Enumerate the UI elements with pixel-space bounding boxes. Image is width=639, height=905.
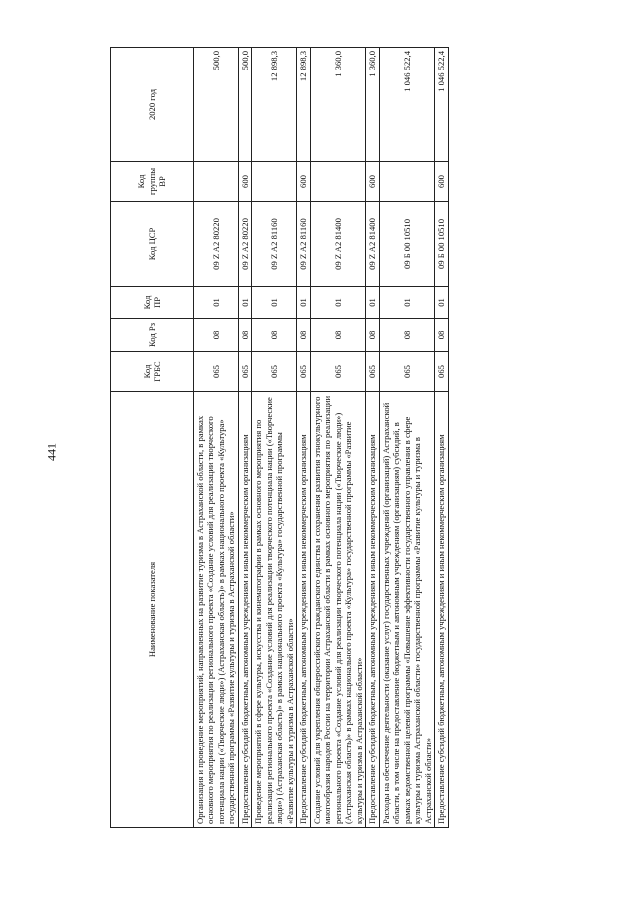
row-vr: 600	[238, 162, 251, 202]
row-pr: 01	[379, 287, 434, 319]
row-grbs: 065	[194, 352, 239, 392]
row-pr: 01	[366, 287, 379, 319]
row-pr: 01	[252, 287, 297, 319]
row-vr	[194, 162, 239, 202]
row-rz: 08	[435, 319, 448, 352]
row-amount: 500,0	[238, 48, 251, 162]
row-vr: 600	[297, 162, 310, 202]
row-vr	[252, 162, 297, 202]
table-row	[238, 48, 251, 828]
row-amount: 1 046 522,4	[435, 48, 448, 162]
row-name: Расходы на обеспечение деятельности (оказание услуг) государственных учреждений (организаций) Астраханской области, в том числе на предоставление бюджетным и автономным учреждениям (организациям) субсидий, в рамках ведомственной целевой программы «Повышение эффективности государственного управления в сфере культуры и туризма Астраханской области» государственной программы «Развитие культуры и туризма в Астраханской области»	[379, 392, 434, 828]
row-vr: 600	[435, 162, 448, 202]
header-csr: Код ЦСР	[111, 202, 194, 287]
row-name: Предоставление субсидий бюджетным, автономным учреждениям и иным некоммерческим организациям	[366, 392, 379, 828]
row-grbs: 065	[310, 352, 365, 392]
row-csr: 09 Z A2 80220	[238, 202, 251, 287]
budget-table	[110, 47, 449, 828]
table-row	[366, 48, 379, 828]
header-name: Наименование показателя	[111, 392, 194, 828]
header-vr: Код группы ВР	[111, 162, 194, 202]
row-name: Предоставление субсидий бюджетным, автономным учреждениям и иным некоммерческим организациям	[435, 392, 448, 828]
table-row	[252, 48, 297, 828]
row-name: Предоставление субсидий бюджетным, автономным учреждениям и иным некоммерческим организациям	[238, 392, 251, 828]
row-amount: 1 360,0	[366, 48, 379, 162]
row-rz: 08	[238, 319, 251, 352]
header-rz: Код Рз	[111, 319, 194, 352]
row-csr: 09 Б 00 10510	[379, 202, 434, 287]
table-header-row	[111, 48, 194, 828]
row-rz: 08	[310, 319, 365, 352]
row-csr: 09 Б 00 10510	[435, 202, 448, 287]
row-pr: 01	[238, 287, 251, 319]
row-grbs: 065	[366, 352, 379, 392]
row-rz: 08	[366, 319, 379, 352]
header-pr: Код ПР	[111, 287, 194, 319]
row-pr: 01	[194, 287, 239, 319]
row-csr: 09 Z A2 80220	[194, 202, 239, 287]
row-grbs: 065	[435, 352, 448, 392]
row-grbs: 065	[238, 352, 251, 392]
row-vr: 600	[366, 162, 379, 202]
row-pr: 01	[297, 287, 310, 319]
budget-table-frame	[110, 48, 616, 828]
row-pr: 01	[310, 287, 365, 319]
row-amount: 500,0	[194, 48, 239, 162]
row-amount: 1 046 522,4	[379, 48, 434, 162]
row-name: Организация и проведение мероприятий, направленных на развитие туризма в Астраханской области, в рамках основного мероприятия по реализации регионального проекта «Создание условий для реализации творческого потенциала нации («Творческие люди») (Астраханская область)» в рамках национального проекта «Культура» государственной программы «Развитие культуры и туризма в Астраханской области»	[194, 392, 239, 828]
row-vr	[379, 162, 434, 202]
row-grbs: 065	[252, 352, 297, 392]
page-number: 441	[44, 443, 59, 461]
row-amount: 12 898,3	[297, 48, 310, 162]
row-grbs: 065	[379, 352, 434, 392]
table-row	[435, 48, 448, 828]
row-csr: 09 Z A2 81400	[310, 202, 365, 287]
table-row	[310, 48, 365, 828]
row-csr: 09 Z A2 81160	[252, 202, 297, 287]
row-amount: 1 360,0	[310, 48, 365, 162]
row-vr	[310, 162, 365, 202]
row-amount: 12 898,3	[252, 48, 297, 162]
rotated-page-area	[110, 48, 616, 828]
row-rz: 08	[194, 319, 239, 352]
row-grbs: 065	[297, 352, 310, 392]
row-name: Предоставление субсидий бюджетным, автономным учреждениям и иным некоммерческим организациям	[297, 392, 310, 828]
row-pr: 01	[435, 287, 448, 319]
row-csr: 09 Z A2 81160	[297, 202, 310, 287]
header-year: 2020 год	[111, 48, 194, 162]
row-name: Проведение мероприятий в сфере культуры, искусства и кинематографии в рамках основного мероприятия по реализации регионального проекта «Создание условий для реализации творческого потенциала нации («Творческие люди») (Астраханская область)» в рамках национального проекта «Культура» государственной программы «Развитие культуры и туризма в Астраханской области»	[252, 392, 297, 828]
row-csr: 09 Z A2 81400	[366, 202, 379, 287]
row-name: Создание условий для укрепления общероссийского гражданского единства и сохранения развития этнокультурного многообразия народов России на территории Астраханской области в рамках основного мероприятия по реализации регионального проекта «Создание условий для реализации творческого потенциала нации («Творческие люди») (Астраханская область)» в рамках национального проекта «Культура» государственной программы «Развитие культуры и туризма в Астраханской области»	[310, 392, 365, 828]
row-rz: 08	[297, 319, 310, 352]
row-rz: 08	[379, 319, 434, 352]
table-row	[297, 48, 310, 828]
table-row	[194, 48, 239, 828]
table-row	[379, 48, 434, 828]
row-rz: 08	[252, 319, 297, 352]
header-grbs: Код ГРБС	[111, 352, 194, 392]
